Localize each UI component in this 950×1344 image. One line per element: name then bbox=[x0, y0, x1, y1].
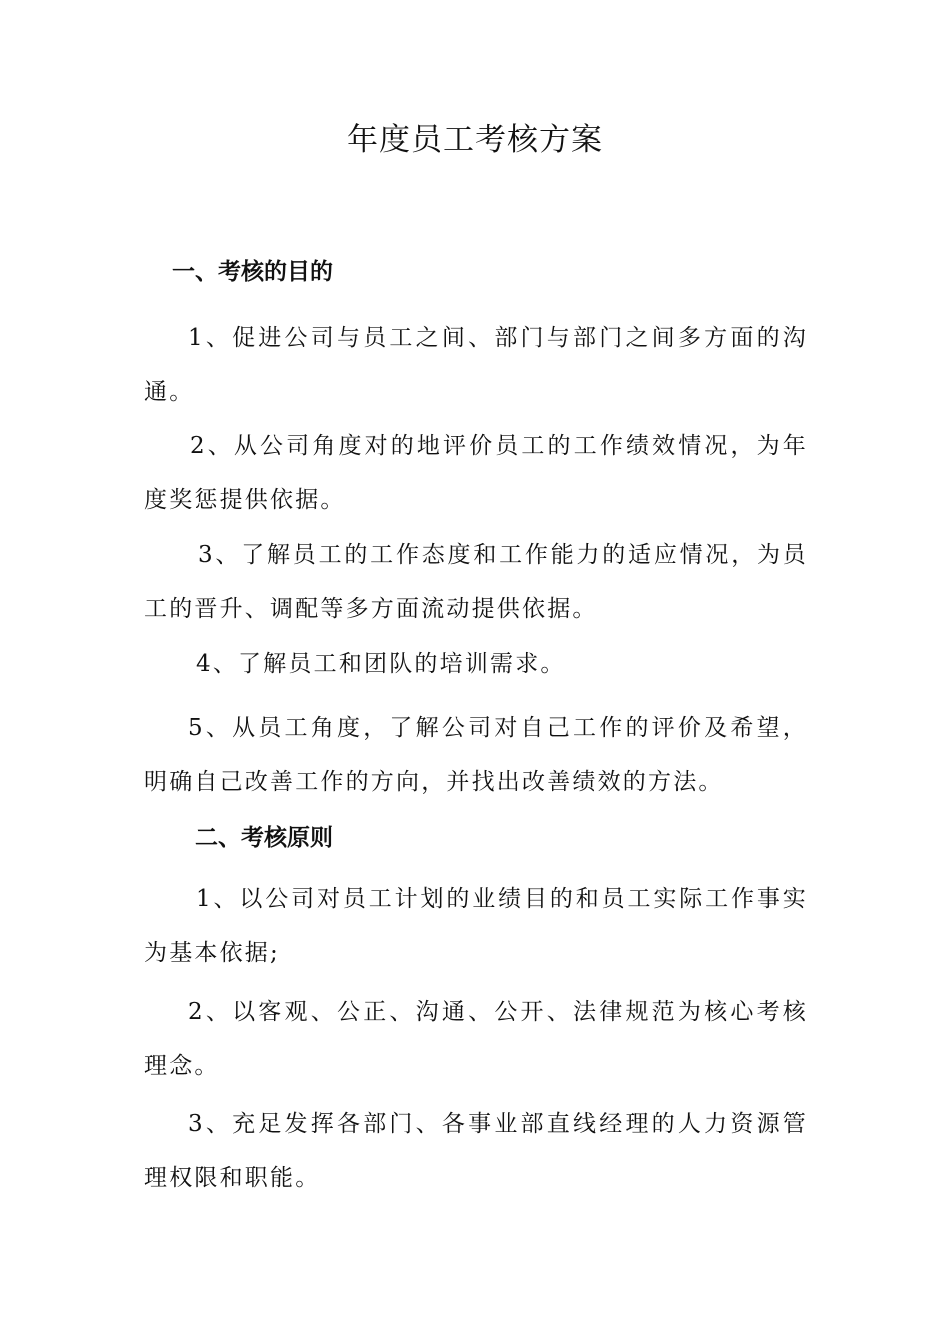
purpose-item-3: 3、了解员工的工作态度和工作能力的适应情况，为员工的晋升、调配等多方面流动提供依据。 bbox=[144, 542, 808, 622]
purpose-item-1: 1、促进公司与员工之间、部门与部门之间多方面的沟通。 bbox=[144, 325, 808, 405]
section-heading-principles: 二、考核原则 bbox=[195, 825, 333, 851]
document-title: 年度员工考核方案 bbox=[347, 122, 603, 158]
purpose-item-2: 2、从公司角度对的地评价员工的工作绩效情况，为年度奖惩提供依据。 bbox=[144, 433, 808, 513]
principle-item-1: 1、以公司对员工计划的业绩目的和员工实际工作事实为基本依据; bbox=[144, 886, 808, 966]
section-heading-purpose: 一、考核的目的 bbox=[172, 259, 333, 285]
principle-item-3: 3、充足发挥各部门、各事业部直线经理的人力资源管理权限和职能。 bbox=[144, 1111, 808, 1191]
purpose-item-4: 4、了解员工和团队的培训需求。 bbox=[196, 651, 566, 677]
purpose-item-5: 5、从员工角度，了解公司对自己工作的评价及希望，明确自己改善工作的方向，并找出改善绩效的方法。 bbox=[144, 715, 808, 795]
principle-item-2: 2、以客观、公正、沟通、公开、法律规范为核心考核理念。 bbox=[144, 999, 808, 1079]
